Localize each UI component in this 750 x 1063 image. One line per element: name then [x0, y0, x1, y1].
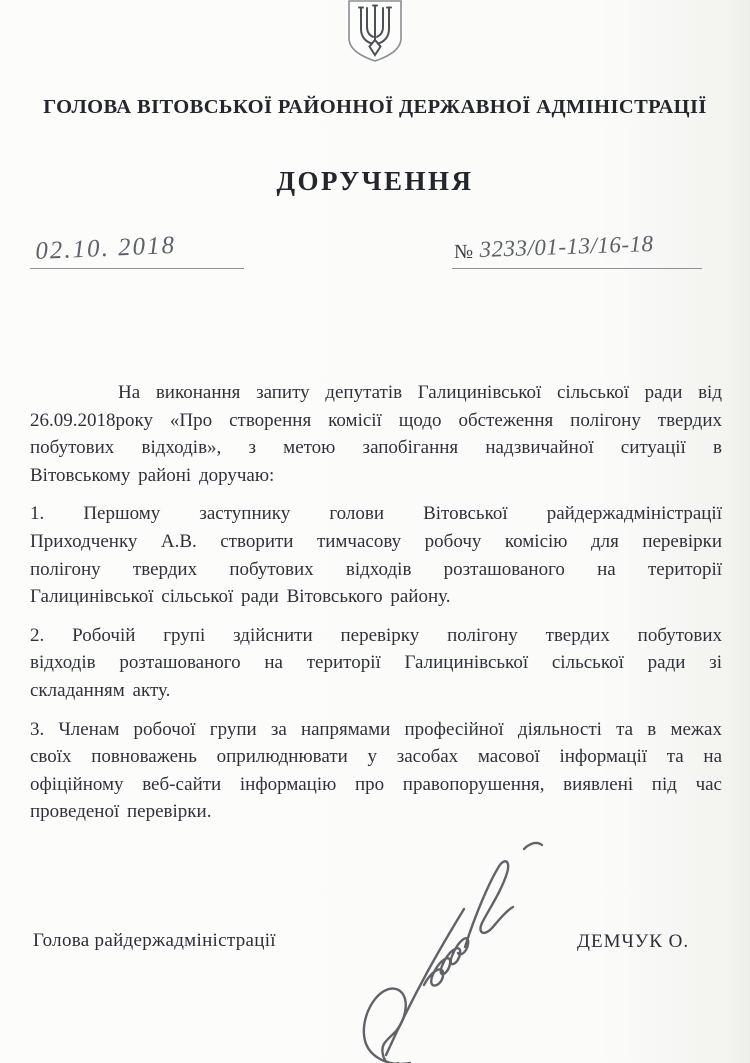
- signer-name: ДЕМЧУК О.: [577, 931, 690, 952]
- text-line: офіційному веб-сайти інформацію про правопорушення, виявлені під час: [30, 773, 722, 795]
- number-sign: №: [454, 241, 474, 263]
- organization-title: ГОЛОВА ВІТОВСЬКОЇ РАЙОННОЇ ДЕРЖАВНОЇ АДМІНІСТРАЦІЇ: [43, 96, 707, 118]
- signer-position-title: Голова райдержадміністрації: [33, 930, 276, 951]
- text-line: На виконання запиту депутатів Галицинівської сільської ради від: [118, 382, 722, 403]
- text-line: складанням акту.: [30, 679, 171, 701]
- paragraph: [30, 379, 722, 489]
- text-line: полігону твердих побутових відходів розташованого на території: [30, 558, 722, 580]
- handwritten-date: 02.10. 2018: [34, 231, 177, 266]
- document-type-title: ДОРУЧЕННЯ: [276, 166, 474, 196]
- handwritten-number: 3233/01-13/16-18: [479, 230, 654, 263]
- paragraph: [30, 500, 722, 610]
- text-line: 1. Першому заступнику голови Вітовської райдержадміністрації: [30, 503, 722, 525]
- paragraph: [30, 716, 722, 826]
- date-field: [30, 228, 244, 269]
- signature-scrawl: [358, 813, 558, 1063]
- text-line: 2. Робочій групі здійснити перевірку полігону твердих побутових: [30, 624, 722, 646]
- text-line: Вітовському районі доручаю:: [30, 464, 275, 486]
- paragraph: [30, 622, 722, 705]
- ukraine-trident-coat-of-arms-icon: [346, 0, 404, 62]
- document-body: [30, 379, 722, 826]
- text-line: своїх повноважень оприлюднювати у засобах масової інформації та на: [30, 746, 722, 768]
- document-number-field: [452, 226, 702, 269]
- text-line: Галицинівської сільської ради Вітовського району.: [30, 586, 451, 608]
- text-line: Приходченку А.В. створити тимчасову робочу комісію для перевірки: [30, 530, 722, 552]
- text-line: 26.09.2018року «Про створення комісії щодо обстеження полігону твердих: [30, 409, 722, 431]
- text-line: проведеної перевірки.: [30, 801, 212, 823]
- text-line: побутових відходів», з метою запобігання надзвичайної ситуації в: [30, 437, 722, 459]
- text-line: 3. Членам робочої групи за напрямами професійної діяльності та в межах: [30, 718, 722, 740]
- text-line: відходів розташованого на території Галицинівської сільської ради зі: [30, 652, 722, 674]
